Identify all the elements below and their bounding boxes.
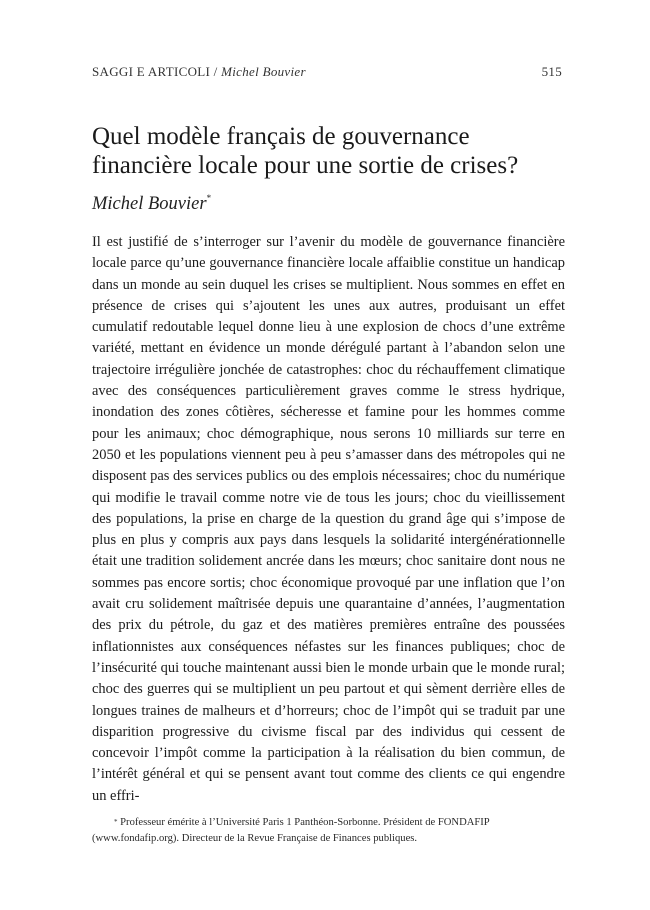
running-head-left <box>92 64 306 80</box>
author-name: Michel Bouvier <box>92 194 207 214</box>
page-number: 515 <box>541 64 562 79</box>
footnote <box>92 815 565 847</box>
author-note-mark: * <box>206 193 212 203</box>
body-paragraph: Il est justifié de s’interroger sur l’avenir du modèle de gouvernance financière locale parce qu’une gouvernance financière locale affaiblie constitue un handicap dans un monde au sein duquel les crises se multiplient. Nous sommes en effet en présence de crises qui s’ajoutent les unes aux autres, produisant un effet cumulatif redoutable lequel donne lieu à une explosion de chocs d’une extrême variété, mettant en évidence un monde dérégulé partant à l’abandon selon une trajectoire irrégulière jonchée de catastrophes: choc du réchauffement climatique avec des conséquences particulièrement graves comme le stress hydrique, inondation des zones côtières, sécheresse et famine pour les hommes comme pour les animaux; choc démographique, nous serons 10 milliards sur terre en 2050 et les populations viennent peu à peu s’amasser dans des métropoles qui ne disposent pas des services publics ou des emplois nécessaires; choc du numérique qui modifie le travail comme notre vie de tous les jours; choc du vieillissement des populations, la prise en charge de la question du grand âge qui s’impose de plus en plus y compris aux pays dans lesquels la solidarité intergénérationnelle était une tradition solidement ancrée dans les mœurs; choc sanitaire dont nous ne sommes pas encore sortis; choc économique provoqué par une inflation que l’on avait cru solidement maîtrisée depuis une quarantaine d’années, l’augmentation des prix du pétrole, du gaz et des matières premières entraîne des poussées inflationnistes aux conséquences néfastes sur les finances publiques; choc de l’insécurité qui touche maintenant aussi bien le monde urbain que le monde rural; choc des guerres qui se multiplient un peu partout et qui sèment derrière elles de longues traines de malheurs et d’horreurs; choc de l’impôt qui se traduit par une disparition progressive du civisme fiscal par des individus qui cessent de concevoir l’impôt comme la participation à la réalisation du bien commun, de l’intérêt général et qui se pensent avant tout comme des clients ce qui engendre un effri- <box>92 234 565 804</box>
byline <box>92 194 211 215</box>
running-head-author: Michel Bouvier <box>221 64 306 79</box>
footnote-text: Professeur émérite à l’Université Paris 1 Panthéon-Sorbonne. Président de FONDAFIP (www.fondafip.org). Directeur de la Revue Française de Finances publiques. <box>92 817 490 844</box>
article-title: Quel modèle français de gouvernance financière locale pour une sortie de crises? <box>92 123 519 179</box>
running-head <box>92 64 562 80</box>
journal-section: SAGGI E ARTICOLI / <box>92 64 222 79</box>
footnote-mark: * <box>114 818 118 826</box>
